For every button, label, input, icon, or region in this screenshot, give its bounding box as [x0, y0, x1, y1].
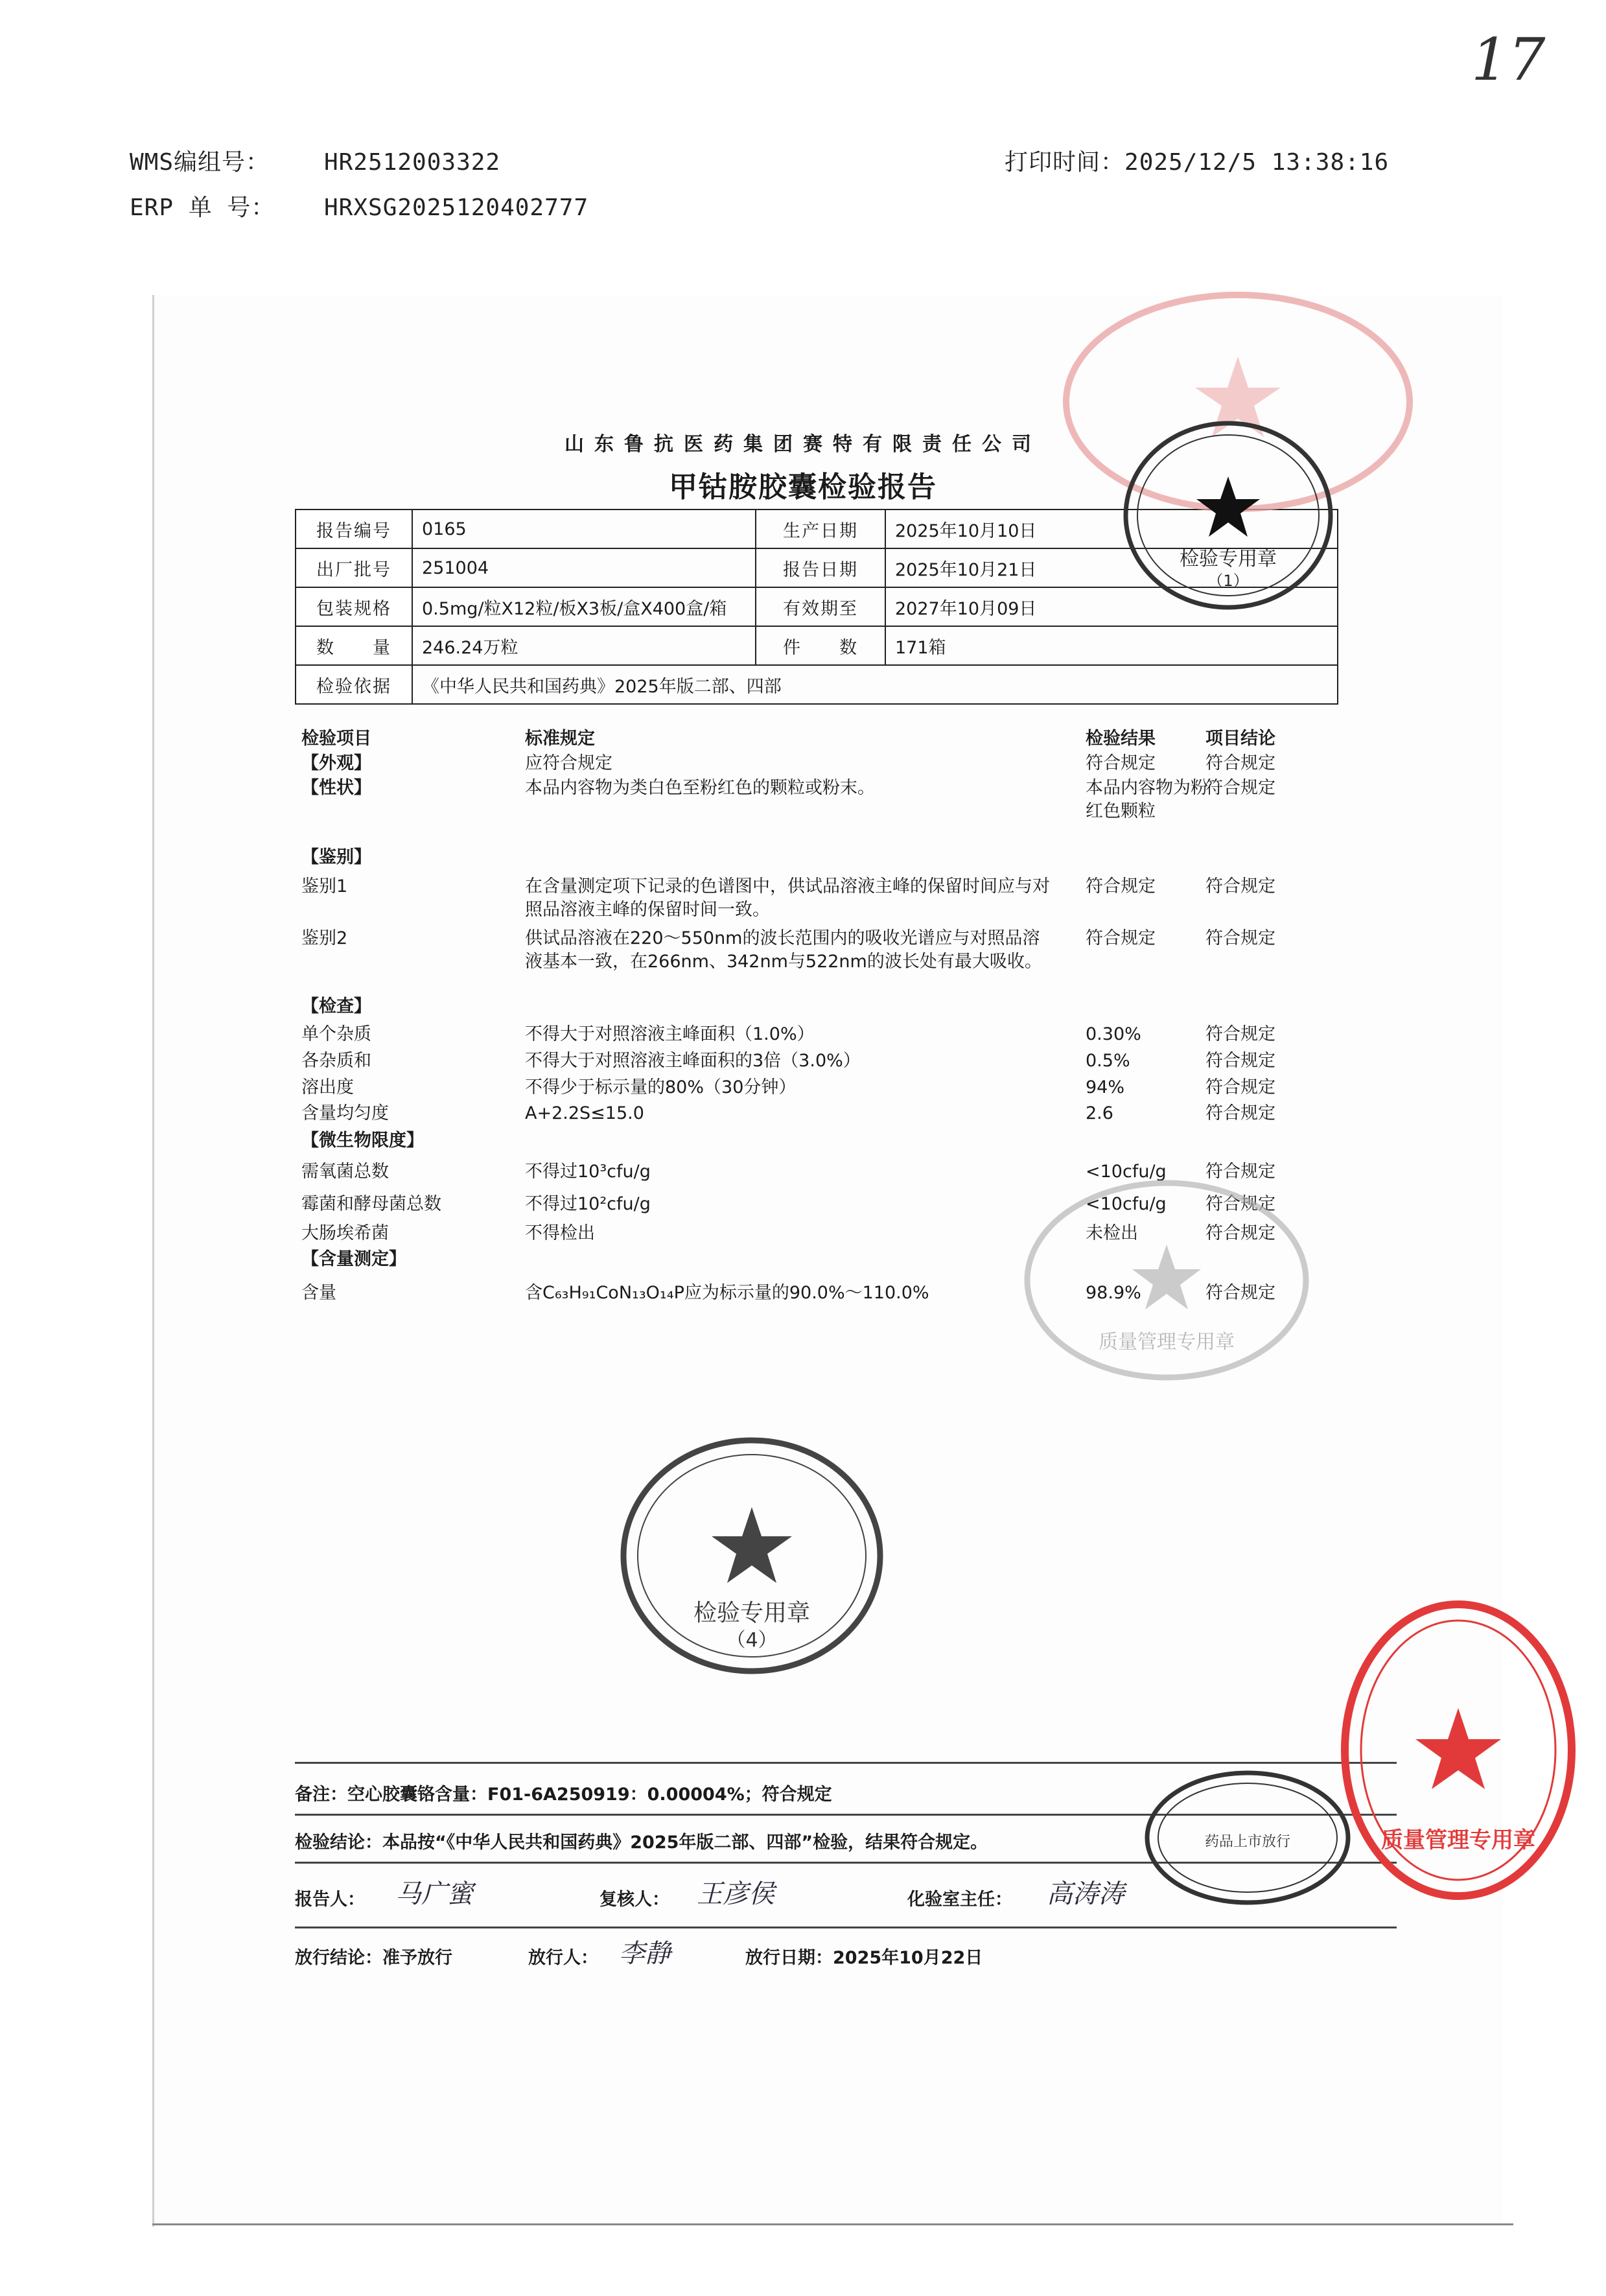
reporter-signature: 马广蜜 — [395, 1879, 473, 1909]
lab-head-label: 化验室主任： — [907, 1890, 1012, 1910]
result-item: 含量 — [301, 1283, 336, 1303]
result-standard: A+2.2S≤15.0 — [525, 1103, 644, 1123]
result-item: 大肠埃希菌 — [301, 1223, 389, 1243]
info-row — [296, 665, 1338, 704]
result-item: 【鉴别】 — [301, 847, 371, 867]
info-key: 包装规格 — [296, 587, 412, 626]
info-key: 出厂批号 — [296, 548, 412, 587]
result-value: 98.9% — [1086, 1283, 1141, 1303]
result-item: 【微生物限度】 — [301, 1130, 424, 1151]
result-value: <10cfu/g — [1086, 1194, 1167, 1214]
result-item: 单个杂质 — [301, 1024, 371, 1044]
result-standard: 不得过10²cfu/g — [525, 1194, 651, 1214]
release-date: 放行日期：2025年10月22日 — [745, 1948, 983, 1968]
result-standard: 不得大于对照溶液主峰面积的3倍（3.0%） — [525, 1051, 861, 1071]
release-conclusion: 放行结论：准予放行 — [295, 1948, 452, 1968]
result-conclusion: 符合规定 — [1205, 778, 1275, 798]
result-conclusion: 符合规定 — [1205, 1077, 1275, 1097]
result-conclusion: 符合规定 — [1205, 1103, 1275, 1123]
result-item: 含量均匀度 — [301, 1103, 389, 1123]
info-key: 报告日期 — [756, 548, 885, 587]
reporter-label: 报告人： — [295, 1890, 365, 1910]
erp-value: HRXSG2025120402777 — [324, 194, 589, 221]
result-value: 2.6 — [1086, 1103, 1113, 1123]
erp-label: ERP 单 号： — [130, 194, 275, 221]
result-standard: 不得少于标示量的80%（30分钟） — [525, 1077, 797, 1097]
result-item: 鉴别1 — [301, 876, 348, 896]
info-value: 《中华人民共和国药典》2025年版二部、四部 — [412, 665, 1338, 704]
center-lab-stamp — [616, 1433, 888, 1679]
result-conclusion: 符合规定 — [1205, 1194, 1275, 1214]
center-stamp-title: 检验专用章 — [693, 1600, 811, 1626]
info-value: 246.24万粒 — [412, 626, 756, 665]
result-value: 符合规定 — [1086, 876, 1156, 896]
result-value: 94% — [1086, 1077, 1125, 1097]
result-conclusion: 符合规定 — [1205, 1024, 1275, 1044]
quality-stamp-title: 质量管理专用章 — [1099, 1331, 1235, 1353]
result-item: 【含量测定】 — [301, 1249, 406, 1269]
result-standard: 不得过10³cfu/g — [525, 1162, 651, 1182]
release-stamp — [1141, 1763, 1355, 1912]
info-key: 报告编号 — [296, 510, 412, 548]
info-value: 2027年10月09日 — [885, 587, 1338, 626]
lab-stamp-title: 检验专用章 — [1180, 548, 1277, 570]
result-item: 霉菌和酵母菌总数 — [301, 1194, 441, 1214]
lab-head-signature: 高涛涛 — [1047, 1879, 1124, 1909]
report-title: 甲钴胺胶囊检验报告 — [669, 471, 937, 504]
result-conclusion: 符合规定 — [1205, 1223, 1275, 1243]
result-row — [301, 1102, 1338, 1125]
result-item: 鉴别2 — [301, 928, 348, 948]
result-row — [301, 875, 1338, 922]
print-time-label: 打印时间： — [1005, 149, 1125, 176]
wms-value: HR2512003322 — [324, 149, 501, 176]
result-value: 未检出 — [1086, 1223, 1138, 1243]
result-conclusion: 符合规定 — [1205, 928, 1275, 948]
result-item: 溶出度 — [301, 1077, 354, 1097]
releaser-label: 放行人： — [528, 1948, 598, 1968]
remark-text: 备注：空心胶囊铬含量：F01-6A250919：0.00004%；符合规定 — [295, 1785, 832, 1805]
result-item: 【检查】 — [301, 996, 371, 1016]
result-standard: 本品内容物为类白色至粉红色的颗粒或粉末。 — [525, 778, 875, 798]
release-stamp-title: 药品上市放行 — [1204, 1834, 1291, 1850]
red-quality-stamp — [1329, 1588, 1588, 1912]
center-stamp-number: （4） — [726, 1629, 778, 1652]
info-key: 检验依据 — [296, 665, 412, 704]
col-standard-header: 标准规定 — [525, 729, 595, 749]
result-item: 需氧菌总数 — [301, 1162, 389, 1182]
conclusion-text: 检验结论：本品按“《中华人民共和国药典》2025年版二部、四部”检验，结果符合规定。 — [295, 1833, 988, 1853]
info-value: 0.5mg/粒X12粒/板X3板/盒X400盒/箱 — [412, 587, 756, 626]
result-value: 符合规定 — [1086, 753, 1156, 773]
result-row — [301, 1129, 1338, 1153]
result-row — [301, 846, 1338, 869]
result-item: 【外观】 — [301, 753, 371, 773]
result-value: <10cfu/g — [1086, 1162, 1167, 1182]
info-value: 171箱 — [885, 626, 1338, 665]
info-value: 0165 — [412, 510, 756, 548]
releaser-signature: 李静 — [619, 1939, 671, 1969]
result-conclusion: 符合规定 — [1205, 1162, 1275, 1182]
result-row — [301, 752, 1338, 775]
info-key: 数 量 — [296, 626, 412, 665]
wms-label: WMS编组号： — [130, 149, 270, 176]
result-item: 各杂质和 — [301, 1051, 371, 1071]
result-conclusion: 符合规定 — [1205, 1283, 1275, 1303]
result-row — [301, 1023, 1338, 1046]
page-mark: 17 — [1471, 26, 1546, 94]
info-value: 2025年10月21日 — [885, 548, 1338, 587]
col-result-header: 检验结果 — [1086, 729, 1156, 749]
print-time-value: 2025/12/5 13:38:16 — [1124, 149, 1390, 176]
print-time-line — [1005, 144, 1389, 177]
result-row — [301, 1076, 1338, 1099]
quality-stamp-faded — [1018, 1173, 1316, 1387]
red-stamp-title: 质量管理专用章 — [1381, 1827, 1535, 1853]
wms-line — [130, 144, 500, 177]
info-value: 251004 — [412, 548, 756, 587]
col-conclusion-header: 项目结论 — [1205, 729, 1275, 749]
col-item-header: 检验项目 — [301, 729, 371, 749]
result-standard: 在含量测定项下记录的色谱图中，供试品溶液主峰的保留时间应与对照品溶液主峰的保留时间一致。 — [525, 876, 1050, 920]
result-row — [301, 1049, 1338, 1073]
result-value: 0.30% — [1086, 1024, 1141, 1044]
lab-stamp-1 — [1118, 415, 1338, 616]
divider — [295, 1927, 1397, 1928]
info-key: 有效期至 — [756, 587, 885, 626]
result-standard: 应符合规定 — [525, 753, 612, 773]
result-item: 【性状】 — [301, 778, 371, 798]
result-standard: 含C₆₃H₉₁CoN₁₃O₁₄P应为标示量的90.0%～110.0% — [525, 1283, 929, 1303]
info-row — [296, 626, 1338, 665]
reviewer-label: 复核人： — [599, 1890, 669, 1910]
result-row — [301, 995, 1338, 1018]
result-value: 符合规定 — [1086, 928, 1156, 948]
sheet-bottom-edge — [152, 2223, 1513, 2225]
result-conclusion: 符合规定 — [1205, 753, 1275, 773]
results-header — [301, 727, 1338, 753]
info-value: 2025年10月10日 — [885, 510, 1338, 548]
erp-line — [130, 189, 588, 222]
info-key: 件 数 — [756, 626, 885, 665]
result-value: 0.5% — [1086, 1051, 1130, 1071]
result-row — [301, 777, 1338, 841]
result-conclusion: 符合规定 — [1205, 1051, 1275, 1071]
result-conclusion: 符合规定 — [1205, 876, 1275, 896]
reviewer-signature: 王彦侯 — [697, 1879, 774, 1909]
result-row — [301, 927, 1338, 992]
result-value: 本品内容物为粉红色颗粒 — [1086, 778, 1208, 821]
result-standard: 不得检出 — [525, 1223, 595, 1243]
lab-stamp-number: （1） — [1207, 572, 1249, 590]
result-standard: 不得大于对照溶液主峰面积（1.0%） — [525, 1024, 815, 1044]
result-standard: 供试品溶液在220～550nm的波长范围内的吸收光谱应与对照品溶液基本一致，在266nm、342nm与522nm的波长处有最大吸收。 — [525, 928, 1042, 972]
company-name: 山东鲁抗医药集团赛特有限责任公司 — [564, 433, 1042, 456]
info-key: 生产日期 — [756, 510, 885, 548]
